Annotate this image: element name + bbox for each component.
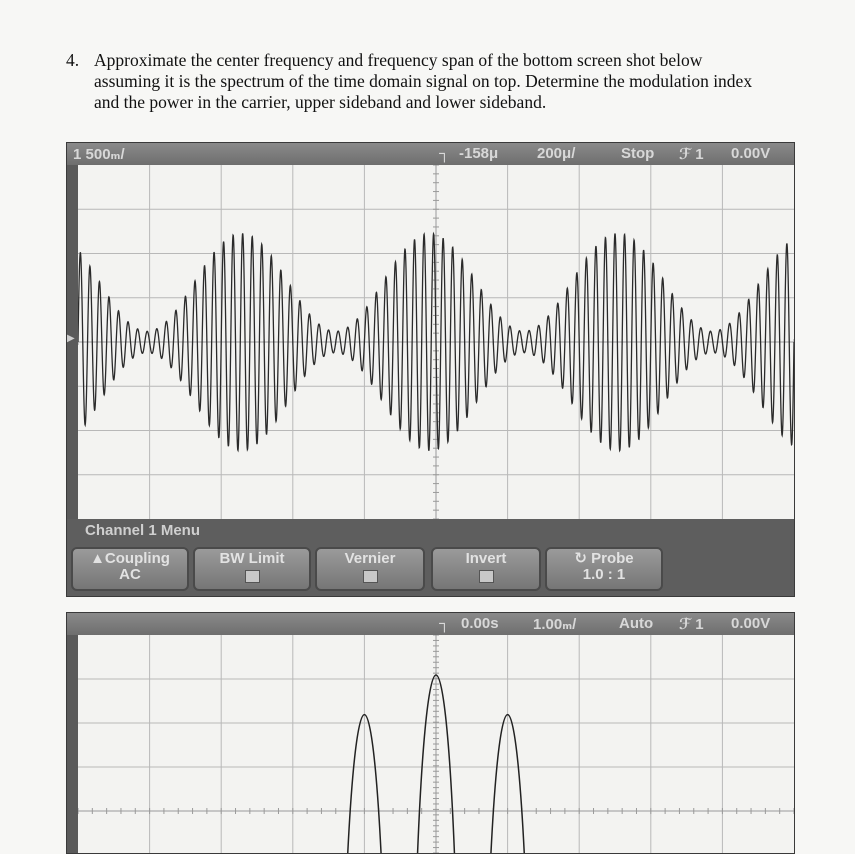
center-axis-ticks [78,635,794,853]
time-scale: 200μ/ [537,145,576,162]
coupling-value: AC [119,566,141,583]
probe-label: ↻ Probe [574,550,634,567]
time-scale: 1.00ₘ/ [533,616,577,633]
trigger-icon: ┐ [439,615,450,632]
run-state: Auto [619,615,654,632]
invert-label: Invert [465,550,507,567]
coupling-label: ▲Coupling [90,550,170,567]
spectrum-svg [78,635,794,853]
trigger-channel: ℱ 1 [679,616,704,633]
bw-limit-label: BW Limit [219,550,285,567]
time-domain-scope-screen [66,142,795,597]
invert-checkbox[interactable] [479,570,494,583]
trigger-channel: ℱ 1 [679,146,704,163]
question-number: 4. [66,50,80,70]
bottom-status-bar [67,613,794,635]
channel-menu-title: Channel 1 Menu [85,522,201,539]
invert-button[interactable] [431,547,541,591]
question-block [66,50,766,113]
channel-menu [67,519,794,596]
top-status-bar [67,143,794,165]
probe-button[interactable] [545,547,663,591]
time-offset: 0.00s [461,615,499,632]
spectrum-scope-screen [66,612,795,854]
trigger-position: -158μ [459,145,499,162]
ground-marker-icon: ▶ [67,333,75,344]
question-text: Approximate the center frequency and frequency span of the bottom screen shot below assuming it is the spectrum of the time domain signal on top. Determine the modulation index and the power in the carrier, upper sideband and lower sideband. [94,50,753,112]
trigger-icon: ┐ [439,145,450,162]
trigger-level: 0.00V [731,615,771,632]
time-domain-plot [78,165,794,519]
vernier-button[interactable] [315,547,425,591]
spectrum-plot [78,635,794,853]
probe-value: 1.0 : 1 [582,566,626,583]
channel-scale: 1 500ₘ/ [73,146,125,163]
bw-limit-checkbox[interactable] [245,570,260,583]
vernier-label: Vernier [344,550,396,567]
trigger-level: 0.00V [731,145,771,162]
run-state: Stop [621,145,655,162]
coupling-button[interactable] [71,547,189,591]
vernier-checkbox[interactable] [363,570,378,583]
bw-limit-button[interactable] [193,547,311,591]
time-domain-waveform-svg [78,165,794,519]
